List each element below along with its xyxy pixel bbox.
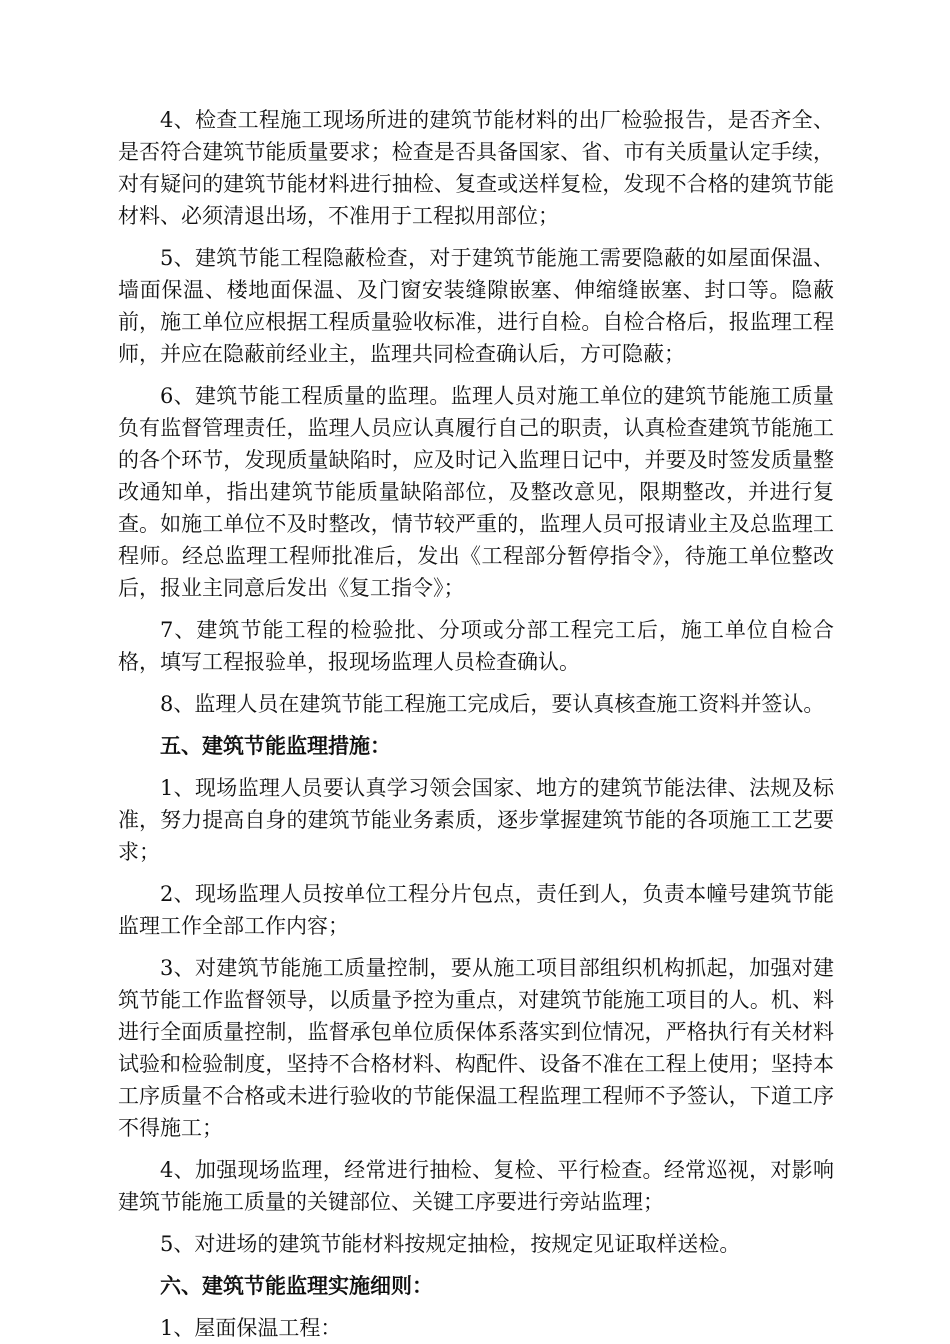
paragraph-item-8: 8、监理人员在建筑节能工程施工完成后，要认真核查施工资料并签认。 <box>160 692 825 716</box>
document-page <box>118 104 834 1344</box>
section-heading-6: 六、建筑节能监理实施细则： <box>160 1273 433 1298</box>
measure-item-5: 5、对进场的建筑节能材料按规定抽检，按规定见证取样送检。 <box>160 1232 741 1256</box>
paragraph-item-6: 6、建筑节能工程质量的监理。监理人员对施工单位的建筑节能施工质量负有监督管理责任，监理人员应认真履行自己的职责，认真检查建筑节能施工的各个环节，发现质量缺陷时，应及时记入监理日记中，并要及时签发质量整改通知单，指出建筑节能质量缺陷部位，及整改意见，限期整改，并进行复查。如施工单位不及时整改，情节较严重的，监理人员可报请业主及总监理工程师。经总监理工程师批准后，发出《工程部分暂停指令》，待施工单位整改后，报业主同意后发出《复工指令》； <box>118 384 834 600</box>
paragraph-item-7: 7、建筑节能工程的检验批、分项或分部工程完工后，施工单位自检合格，填写工程报验单，报现场监理人员检查确认。 <box>118 618 834 674</box>
measure-item-2: 2、现场监理人员按单位工程分片包点，责任到人，负责本幢号建筑节能监理工作全部工作内容； <box>118 882 834 938</box>
detail-item-1: 1、屋面保温工程： <box>160 1316 342 1340</box>
measure-item-4: 4、加强现场监理，经常进行抽检、复检、平行检查。经常巡视，对影响建筑节能施工质量的关键部位、关键工序要进行旁站监理； <box>118 1158 834 1214</box>
measure-item-3: 3、对建筑节能施工质量控制，要从施工项目部组织机构抓起，加强对建筑节能工作监督领导，以质量予控为重点，对建筑节能施工项目的人。机、料进行全面质量控制，监督承包单位质保体系落实到位情况，严格执行有关材料试验和检验制度，坚持不合格材料、构配件、设备不准在工程上使用；坚持本工序质量不合格或未进行验收的节能保温工程监理工程师不予签认，下道工序不得施工； <box>118 956 834 1140</box>
measure-item-1: 1、现场监理人员要认真学习领会国家、地方的建筑节能法律、法规及标准，努力提高自身的建筑节能业务素质，逐步掌握建筑节能的各项施工工艺要求； <box>118 776 834 864</box>
paragraph-item-4: 4、检查工程施工现场所进的建筑节能材料的出厂检验报告，是否齐全、是否符合建筑节能质量要求；检查是否具备国家、省、市有关质量认定手续，对有疑问的建筑节能材料进行抽检、复查或送样复检，发现不合格的建筑节能材料、必须清退出场，不准用于工程拟用部位； <box>118 108 834 228</box>
paragraph-item-5: 5、建筑节能工程隐蔽检查，对于建筑节能施工需要隐蔽的如屋面保温、墙面保温、楼地面保温、及门窗安装缝隙嵌塞、伸缩缝嵌塞、封口等。隐蔽前，施工单位应根据工程质量验收标准，进行自检。自检合格后，报监理工程师，并应在隐蔽前经业主，监理共同检查确认后，方可隐蔽； <box>118 246 834 366</box>
section-heading-5: 五、建筑节能监理措施： <box>160 733 391 758</box>
